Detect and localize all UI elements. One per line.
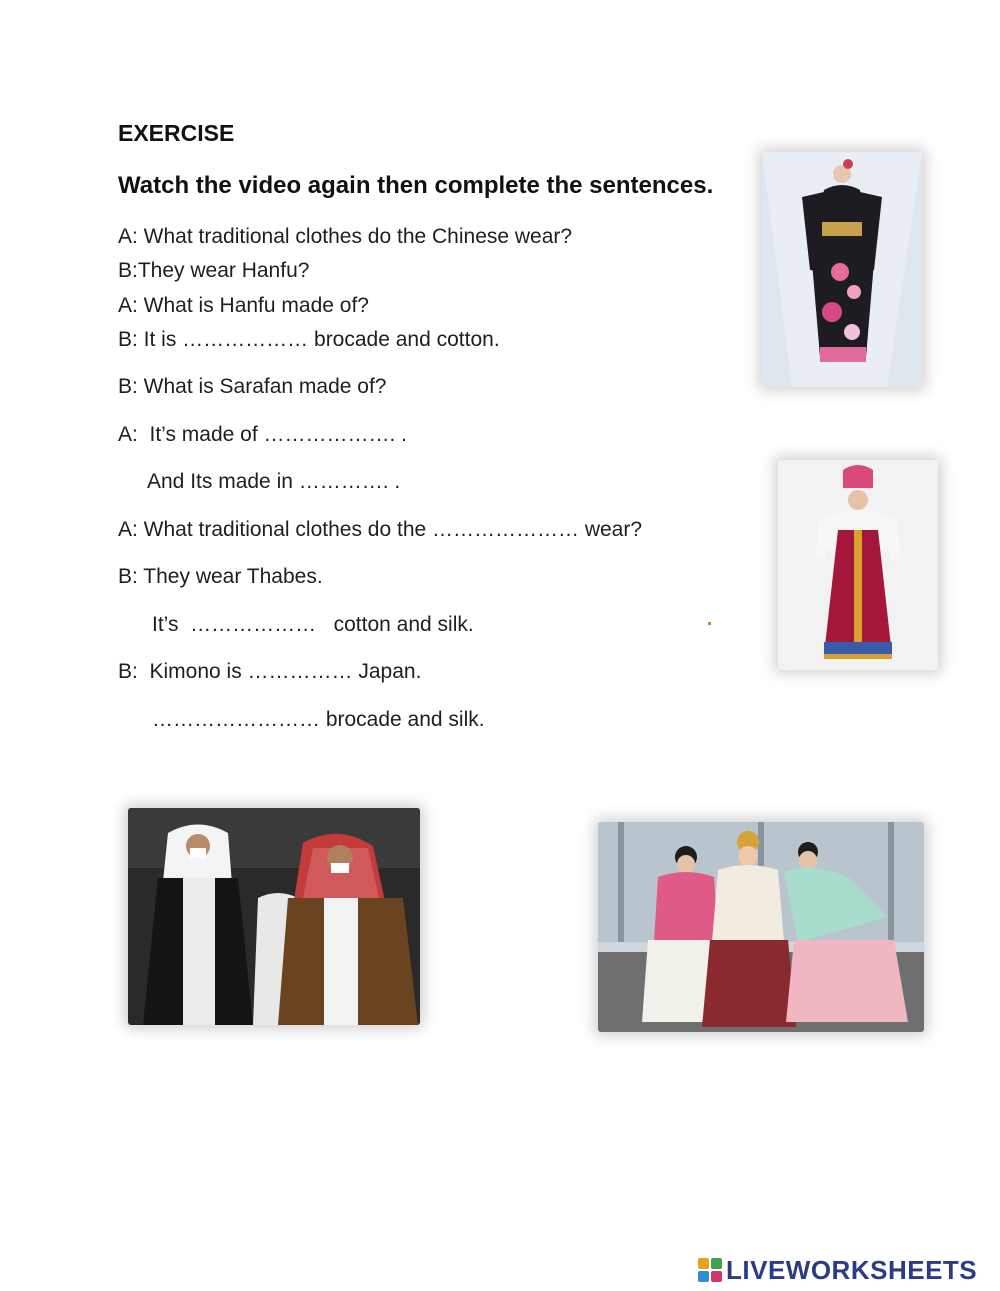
sentence-line: B: What is Sarafan made of? <box>118 375 387 398</box>
sentence-line: B: Kimono is …………… Japan. <box>118 660 422 683</box>
photo-sarafan-woman <box>778 460 938 670</box>
photo-women-in-hanfu <box>598 822 924 1032</box>
sentence-line: …………………… brocade and silk. <box>152 708 485 731</box>
logo-mark-icon <box>698 1258 722 1282</box>
sentence-line: B: They wear Thabes. <box>118 565 323 588</box>
logo-square <box>698 1258 709 1269</box>
sentence-line: A: It’s made of ………………. . <box>118 423 408 446</box>
photo-kimono-woman <box>762 152 922 387</box>
logo-square <box>698 1271 709 1282</box>
sentence-line: A: What is Hanfu made of? <box>118 294 369 317</box>
logo-square <box>711 1271 722 1282</box>
logo-square <box>711 1258 722 1269</box>
sentence-line: It’s ……………… cotton and silk. <box>152 613 474 636</box>
exercise-title: EXERCISE <box>118 120 235 146</box>
instruction-heading: Watch the video again then complete the sentences. <box>118 172 714 199</box>
photo-men-in-thobes <box>128 808 420 1025</box>
liveworksheets-logo <box>698 1255 977 1285</box>
logo-text: LIVEWORKSHEETS <box>726 1254 978 1285</box>
sentence-line: And Its made in …………. . <box>147 470 401 493</box>
sentence-line: A: What traditional clothes do the ………………… wear? <box>118 518 643 541</box>
sentence-line: B: It is ……………… brocade and cotton. <box>118 328 500 351</box>
stray-dot <box>708 622 711 625</box>
sentence-line: B:They wear Hanfu? <box>118 259 310 282</box>
sentence-line: A: What traditional clothes do the Chinese wear? <box>118 225 573 248</box>
